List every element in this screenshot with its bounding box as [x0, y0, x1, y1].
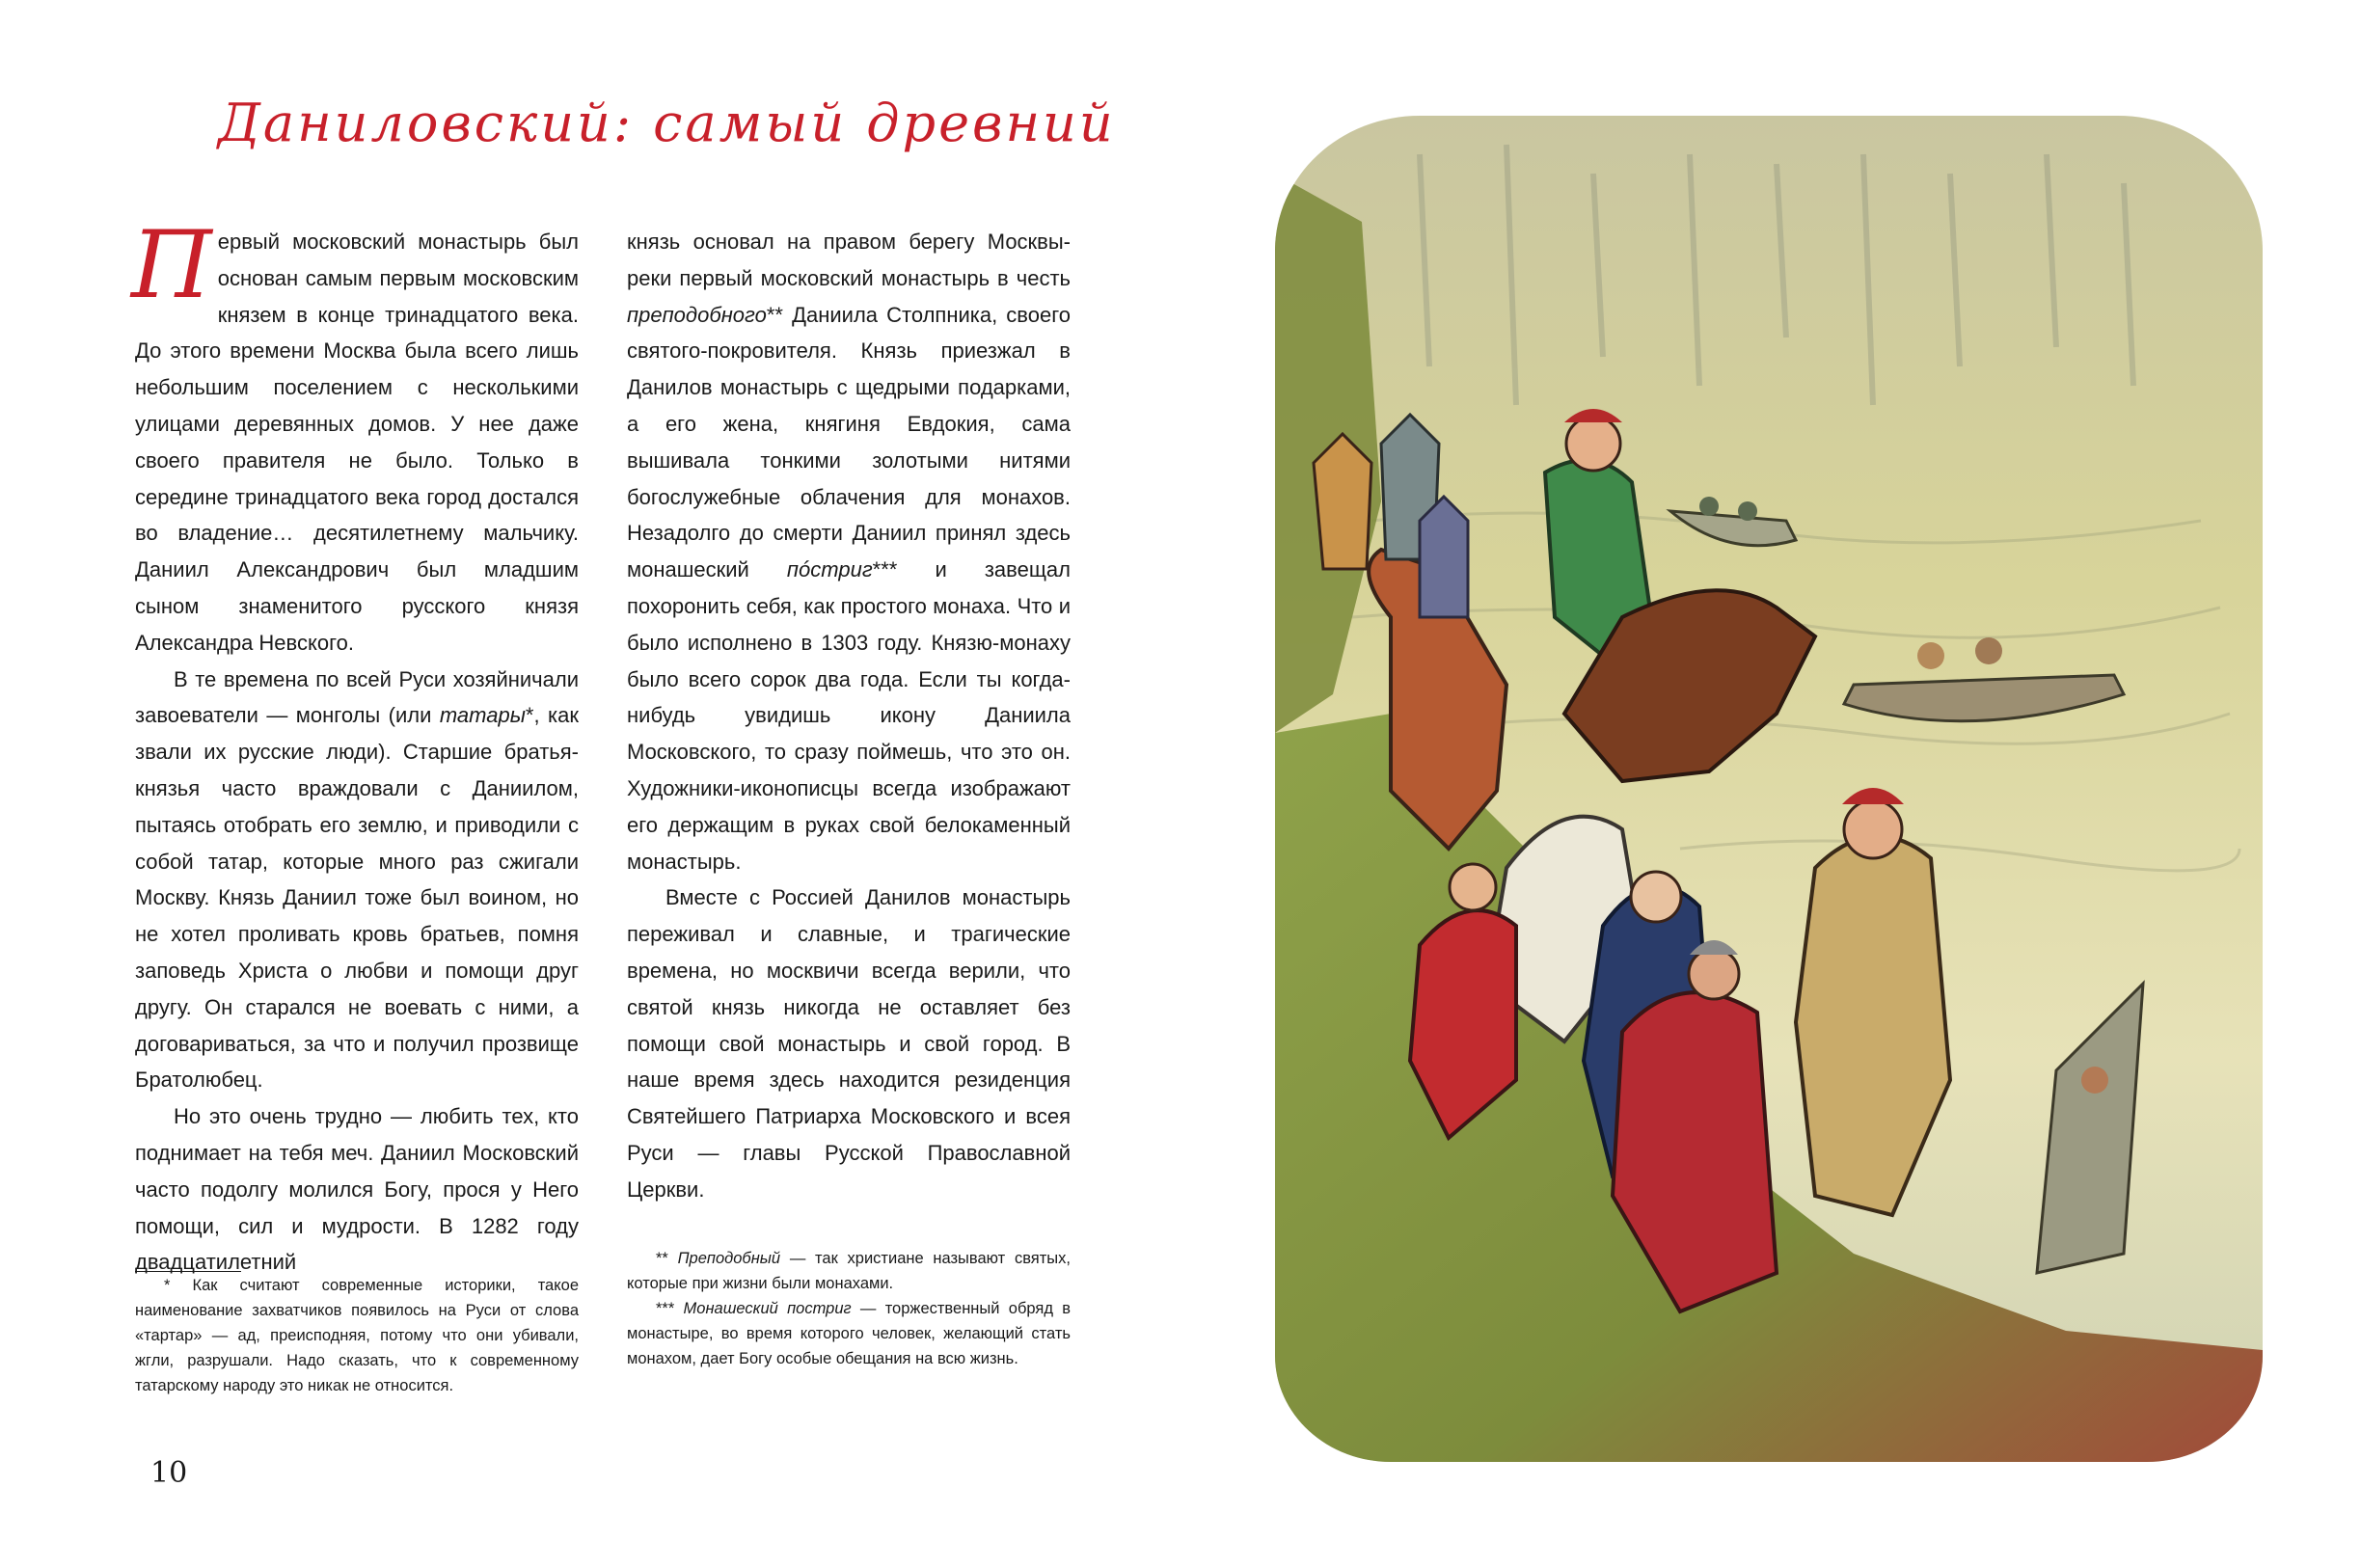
illustration-prince-by-river [1275, 116, 2263, 1462]
emphasis-term: пóстриг [786, 557, 873, 582]
footnote-marker: ** [656, 1250, 678, 1267]
emphasis-term: преподобного [627, 302, 767, 327]
illustration-image [1275, 116, 2263, 1462]
paragraph-text: ервый московский монастырь был основан самым первым московским князем в конце тринадцатого века. До этого времени Москва была всего лишь небольшим поселением с несколькими улицами деревянных домов. У нее даже своего правителя не было. Только в середине тринадцатого века город достался во владение… десятилетнему мальчику. Даниил Александрович был младшим сыном знаменитого русского князя Александра Невского. [135, 230, 579, 655]
paragraph-text: Но это очень трудно — любить тех, кто поднимает на тебя меч. Даниил Московский часто подолгу молился Богу, прося у Него помощи, сил и мудрости. В 1282 году двадцатилетний [135, 1104, 579, 1275]
emphasis-term: татары [439, 703, 526, 728]
paragraph-text: Вместе с Россией Данилов монастырь переживал и славные, и трагические времена, но москвичи всегда верили, что святой князь никогда не оставляет без помощи свой монастырь и свой город. В наше время здесь находится резиденция Святейшего Патриарха Московского и всея Руси — главы Русской Православной Церкви. [627, 885, 1071, 1202]
footnote [627, 1246, 1071, 1296]
footnote-text: — так христиане называют святых, которые при жизни были монахами. [627, 1250, 1071, 1292]
paragraph-text: *, как звали их русские люди). Старшие братья-князья часто враждовали с Даниилом, пытаясь отобрать его землю, и приводили с собой татар, которые много раз сжигали Москву. Князь Даниил тоже был воином, но не хотел проливать кровь братьев, помня заповедь Христа о любви и помощи друг другу. Он старался не воевать с ними, а договариваться, за что и получил прозвище Братолюбец. [135, 703, 579, 1093]
page-title: Даниловский: самый древний [218, 93, 1116, 153]
text-column-right [627, 224, 1071, 1208]
paragraph [135, 1098, 579, 1281]
paragraph-text: *** и завещал похоронить себя, как простого монаха. Что и было исполнено в 1303 году. Князю-монаху было всего сорок два года. Если ты когда-нибудь увидишь икону Даниила Московского, то сразу поймешь, что это он. Художники-иконописцы всегда изображают его держащим в руках свой белокаменный монастырь. [627, 557, 1071, 874]
paragraph-text: ** Даниила Столпника, своего святого-покровителя. Князь приезжал в Данилов монастырь с щедрыми подарками, а его жена, княгиня Евдокия, сама вышивала тонкими золотыми нитями богослужебные облачения для монахов. Незадолго до смерти Даниил принял здесь монашеский [627, 302, 1071, 582]
footnote-divider [135, 1271, 241, 1272]
footnotes-left [135, 1273, 579, 1398]
paragraph [135, 662, 579, 1099]
drop-cap: П [131, 211, 212, 319]
paragraph-text: князь основал на правом берегу Москвы-реки первый московский монастырь в честь [627, 230, 1071, 290]
footnote-marker: *** [656, 1300, 684, 1317]
footnote: * Как считают современные историки, такое наименование захватчиков появилось на Руси от слова «тартар» — ад, преисподняя, потому что они убивали, жгли, разрушали. Надо сказать, что к современному татарскому народу это никак не относится. [135, 1277, 579, 1394]
page-number: 10 [150, 1456, 188, 1490]
footnotes-right [627, 1246, 1071, 1371]
paragraph [131, 211, 579, 662]
footnote-text: — торжественный обряд в монастыре, во время которого человек, желающий стать монахом, дает Богу особые обещания на всю жизнь. [627, 1300, 1071, 1367]
footnote-term: Преподобный [677, 1250, 781, 1267]
paragraph-text: В те времена по всей Руси хозяйничали завоеватели — монголы (или [135, 666, 579, 728]
paragraph [627, 879, 1071, 1207]
footnote [627, 1296, 1071, 1371]
text-column-left [131, 211, 579, 1281]
paragraph [627, 224, 1071, 879]
footnote-term: Монашеский постриг [683, 1300, 852, 1317]
